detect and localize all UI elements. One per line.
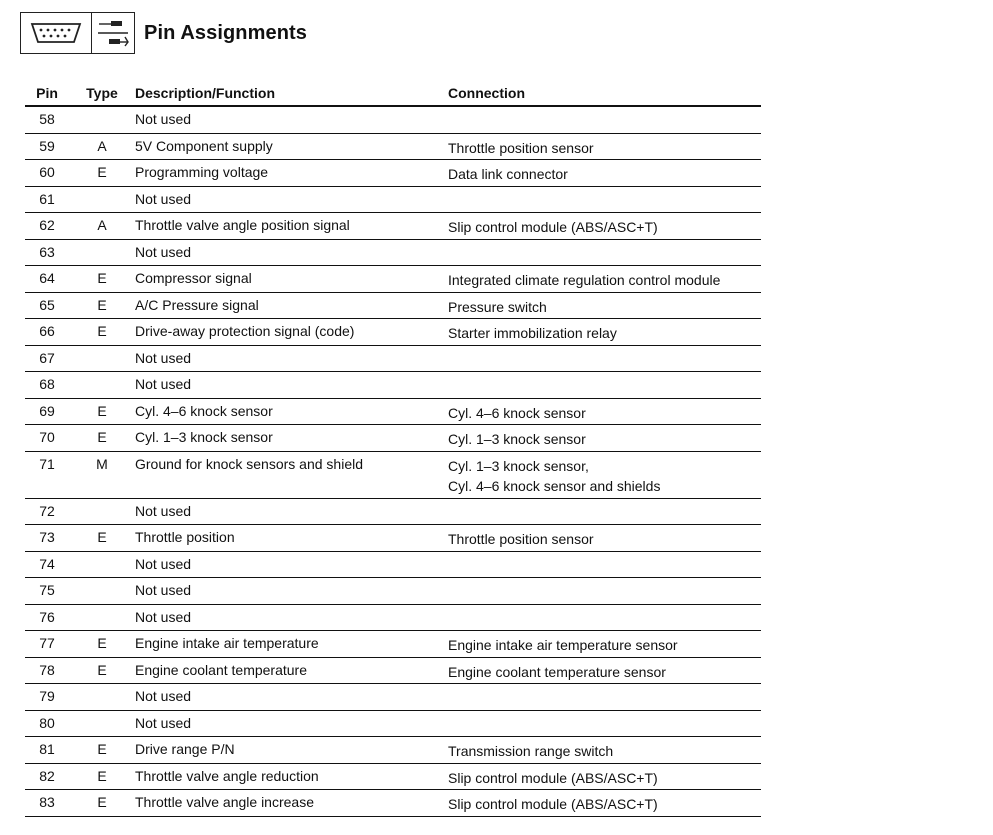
column-header-connection: Connection bbox=[448, 84, 525, 101]
connector-icon bbox=[21, 13, 91, 53]
connection-cell bbox=[448, 711, 761, 737]
connection-cell bbox=[448, 425, 761, 451]
pin-cell: 69 bbox=[39, 402, 55, 419]
type-cell bbox=[69, 107, 135, 133]
pin-cell: 64 bbox=[39, 270, 55, 286]
description-cell: Not used bbox=[135, 111, 192, 127]
pinout-icon-box bbox=[20, 12, 135, 54]
pin-cell: 78 bbox=[39, 661, 55, 678]
connection-text: Integrated climate regulation control module bbox=[448, 272, 721, 288]
description-cell: Cyl. 1–3 knock sensor bbox=[135, 429, 273, 445]
connection-text: Cyl. 1–3 knock sensor, bbox=[448, 457, 589, 474]
description-cell: Not used bbox=[135, 555, 192, 572]
description-cell: Throttle valve angle position signal bbox=[135, 217, 350, 233]
table-row bbox=[25, 684, 761, 711]
table-row bbox=[25, 187, 761, 214]
table-header bbox=[25, 80, 761, 107]
column-header-type: Type bbox=[86, 84, 118, 101]
connection-text: Slip control module (ABS/ASC+T) bbox=[448, 796, 658, 812]
pin-cell: 80 bbox=[39, 714, 55, 731]
table-row bbox=[25, 525, 761, 552]
table-row bbox=[25, 319, 761, 346]
pin-cell: 81 bbox=[39, 741, 55, 757]
type-cell: A bbox=[97, 217, 107, 233]
table-body bbox=[25, 107, 761, 817]
connection-cell bbox=[448, 134, 761, 160]
type-cell bbox=[69, 187, 135, 213]
connection-cell bbox=[448, 764, 761, 790]
connection-cell bbox=[448, 605, 761, 631]
table-row bbox=[25, 107, 761, 134]
description-cell: A/C Pressure signal bbox=[135, 296, 259, 313]
description-cell: Not used bbox=[135, 190, 192, 207]
description-cell: Programming voltage bbox=[135, 164, 269, 180]
description-cell: Not used bbox=[135, 582, 192, 598]
type-cell: E bbox=[97, 741, 107, 757]
connection-text-line2: Cyl. 4–6 knock sensor and shields bbox=[448, 477, 661, 494]
connection-cell bbox=[448, 525, 761, 551]
description-cell: Not used bbox=[135, 714, 192, 731]
pin-cell: 76 bbox=[39, 608, 55, 625]
connection-text: Cyl. 4–6 knock sensor bbox=[448, 404, 586, 421]
connection-cell bbox=[448, 107, 761, 133]
type-cell: A bbox=[97, 137, 107, 154]
pin-cell: 62 bbox=[39, 217, 55, 233]
table-row bbox=[25, 266, 761, 293]
connection-cell bbox=[448, 372, 761, 398]
pin-cell: 73 bbox=[39, 529, 55, 545]
description-cell: Compressor signal bbox=[135, 270, 252, 286]
connection-cell bbox=[448, 240, 761, 266]
pin-assignments-table bbox=[25, 80, 761, 817]
table-row bbox=[25, 425, 761, 452]
connection-cell bbox=[448, 293, 761, 319]
description-cell: Ground for knock sensors and shield bbox=[135, 455, 364, 472]
connection-text: Slip control module (ABS/ASC+T) bbox=[448, 219, 658, 235]
connection-cell bbox=[448, 790, 761, 816]
table-row bbox=[25, 160, 761, 187]
connection-cell bbox=[448, 499, 761, 525]
table-row bbox=[25, 605, 761, 632]
type-cell: E bbox=[97, 429, 107, 445]
pin-cell: 72 bbox=[39, 502, 55, 519]
type-cell: E bbox=[97, 794, 107, 810]
type-cell: E bbox=[97, 767, 107, 784]
connection-text: Engine coolant temperature sensor bbox=[448, 663, 666, 680]
connection-cell bbox=[448, 346, 761, 372]
table-row bbox=[25, 631, 761, 658]
table-row bbox=[25, 711, 761, 738]
description-cell: Throttle valve angle reduction bbox=[135, 767, 319, 784]
pin-cell: 58 bbox=[39, 111, 55, 127]
table-row bbox=[25, 658, 761, 685]
type-cell bbox=[69, 346, 135, 372]
table-row bbox=[25, 764, 761, 791]
connection-cell bbox=[448, 266, 761, 292]
description-cell: Not used bbox=[135, 608, 192, 625]
pin-cell: 68 bbox=[39, 376, 55, 392]
pin-cell: 74 bbox=[39, 555, 55, 572]
column-header-description: Description/Function bbox=[135, 84, 275, 101]
pin-cell: 59 bbox=[39, 137, 55, 154]
pin-cell: 60 bbox=[39, 164, 55, 180]
table-row bbox=[25, 293, 761, 320]
description-cell: Throttle valve angle increase bbox=[135, 794, 314, 810]
signal-direction-icon bbox=[91, 13, 134, 53]
pin-cell: 71 bbox=[39, 455, 55, 472]
table-row bbox=[25, 452, 761, 499]
description-cell: Cyl. 4–6 knock sensor bbox=[135, 402, 273, 419]
description-cell: Engine intake air temperature bbox=[135, 635, 319, 651]
type-cell bbox=[69, 372, 135, 398]
description-cell: Drive range P/N bbox=[135, 741, 235, 757]
pin-cell: 66 bbox=[39, 323, 55, 339]
connection-cell bbox=[448, 160, 761, 186]
connection-cell bbox=[448, 737, 761, 763]
connection-text: Pressure switch bbox=[448, 298, 547, 315]
connection-text: Throttle position sensor bbox=[448, 139, 594, 156]
page-header bbox=[20, 12, 307, 54]
connection-text: Data link connector bbox=[448, 166, 568, 182]
description-cell: Not used bbox=[135, 688, 192, 704]
connection-text: Slip control module (ABS/ASC+T) bbox=[448, 769, 658, 786]
pin-cell: 61 bbox=[39, 190, 55, 207]
type-cell: E bbox=[97, 402, 107, 419]
pin-cell: 70 bbox=[39, 429, 55, 445]
type-cell: M bbox=[96, 455, 108, 472]
table-row bbox=[25, 213, 761, 240]
description-cell: Drive-away protection signal (code) bbox=[135, 323, 355, 339]
type-cell: E bbox=[97, 296, 107, 313]
type-cell: E bbox=[97, 635, 107, 651]
connection-text: Cyl. 1–3 knock sensor bbox=[448, 431, 586, 447]
description-cell: Not used bbox=[135, 349, 192, 366]
type-cell: E bbox=[97, 323, 107, 339]
connection-cell bbox=[448, 399, 761, 425]
connection-cell bbox=[448, 684, 761, 710]
connection-cell bbox=[448, 213, 761, 239]
pin-cell: 65 bbox=[39, 296, 55, 313]
table-row bbox=[25, 240, 761, 267]
description-cell: Engine coolant temperature bbox=[135, 661, 307, 678]
pin-cell: 67 bbox=[39, 349, 55, 366]
table-row bbox=[25, 499, 761, 526]
connection-cell bbox=[448, 187, 761, 213]
type-cell bbox=[69, 684, 135, 710]
type-cell: E bbox=[97, 661, 107, 678]
description-cell: Not used bbox=[135, 243, 192, 260]
type-cell bbox=[69, 711, 135, 737]
type-cell bbox=[69, 578, 135, 604]
pin-cell: 82 bbox=[39, 767, 55, 784]
table-row bbox=[25, 399, 761, 426]
table-row bbox=[25, 737, 761, 764]
pin-cell: 83 bbox=[39, 794, 55, 810]
connection-text: Engine intake air temperature sensor bbox=[448, 637, 678, 653]
connection-cell bbox=[448, 319, 761, 345]
connection-cell bbox=[448, 552, 761, 578]
table-row bbox=[25, 372, 761, 399]
pin-cell: 79 bbox=[39, 688, 55, 704]
type-cell bbox=[69, 240, 135, 266]
connection-text: Starter immobilization relay bbox=[448, 325, 617, 341]
table-row bbox=[25, 552, 761, 579]
connection-text: Transmission range switch bbox=[448, 743, 614, 759]
pin-cell: 77 bbox=[39, 635, 55, 651]
pin-cell: 75 bbox=[39, 582, 55, 598]
connection-cell bbox=[448, 658, 761, 684]
description-cell: Not used bbox=[135, 376, 192, 392]
connection-cell bbox=[448, 452, 761, 498]
table-row bbox=[25, 134, 761, 161]
description-cell: 5V Component supply bbox=[135, 137, 273, 154]
connection-cell bbox=[448, 631, 761, 657]
page-title: Pin Assignments bbox=[144, 21, 308, 44]
type-cell: E bbox=[97, 164, 107, 180]
type-cell bbox=[69, 499, 135, 525]
table-row bbox=[25, 790, 761, 817]
description-cell: Throttle position bbox=[135, 529, 235, 545]
type-cell bbox=[69, 552, 135, 578]
type-cell bbox=[69, 605, 135, 631]
type-cell: E bbox=[97, 529, 107, 545]
column-header-pin: Pin bbox=[36, 84, 58, 101]
type-cell: E bbox=[97, 270, 107, 286]
description-cell: Not used bbox=[135, 502, 192, 519]
table-row bbox=[25, 346, 761, 373]
connection-text: Throttle position sensor bbox=[448, 531, 594, 547]
connection-cell bbox=[448, 578, 761, 604]
table-row bbox=[25, 578, 761, 605]
pin-cell: 63 bbox=[39, 243, 55, 260]
